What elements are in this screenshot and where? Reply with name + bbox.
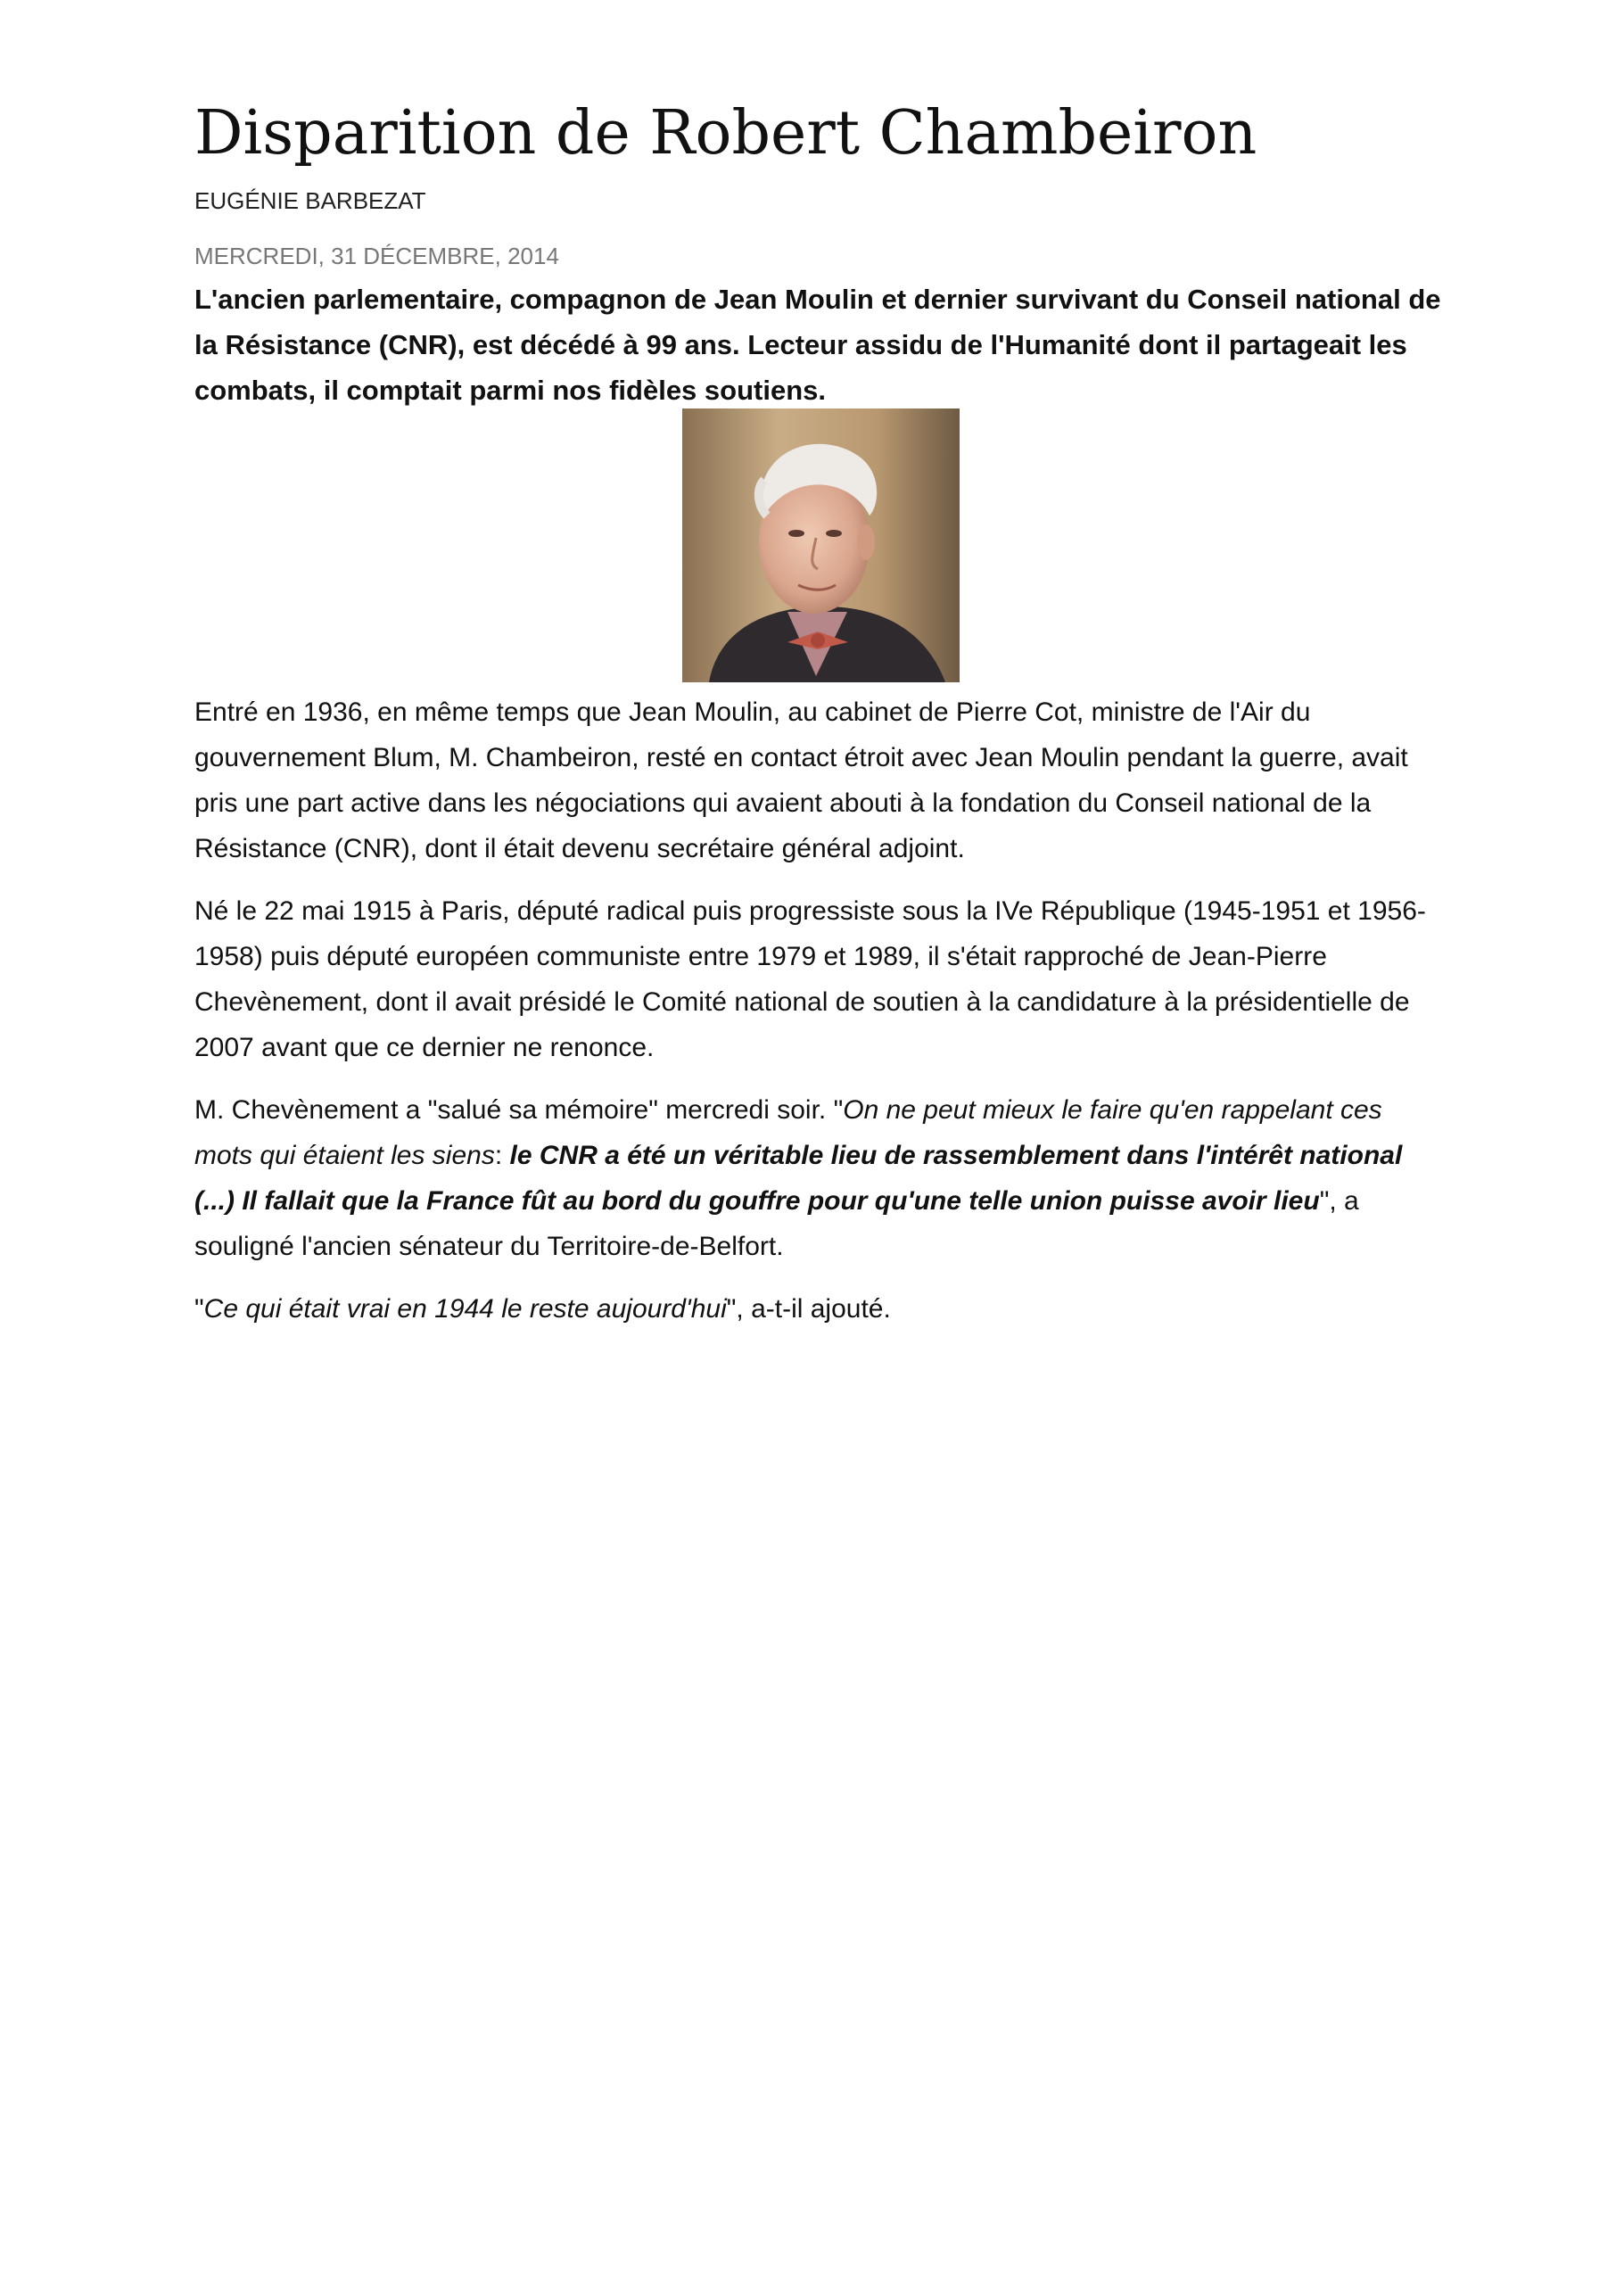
paragraph-quote (194, 1087, 1443, 1269)
quote-italic: Ce qui était vrai en 1944 le reste aujourd'hui (203, 1294, 727, 1324)
text-span: " (194, 1294, 204, 1324)
article-date: MERCREDI, 31 DÉCEMBRE, 2014 (194, 243, 559, 269)
paragraph: Entré en 1936, en même temps que Jean Moulin, au cabinet de Pierre Cot, ministre de l'Air du gouvernement Blum, M. Chambeiron, resté en contact étroit avec Jean Moulin pendant la guerre, avait pris une part active dans les négociations qui avaient abouti à la fondation du Conseil national de la Résistance (CNR), dont il était devenu secrétaire général adjoint. (194, 697, 1408, 863)
quote-italic: On ne peut mieux le faire qu'en rappelant ces mots qui étaient les siens (194, 1095, 1382, 1170)
text-span: ", a souligné l'ancien sénateur du Territoire-de-Belfort. (194, 1186, 1359, 1261)
article-author: EUGÉNIE BARBEZAT (194, 187, 426, 214)
text-span: ", a-t-il ajouté. (726, 1294, 891, 1324)
text-span: M. Chevènement a "salué sa mémoire" mercredi soir. " (194, 1095, 844, 1125)
portrait-photo (682, 408, 960, 682)
text-span: : (494, 1141, 510, 1170)
article-lead: L'ancien parlementaire, compagnon de Jean Moulin et dernier survivant du Conseil national de la Résistance (CNR), est décédé à 99 ans. Lecteur assidu de l'Humanité dont il partageait les combats, il comptait parmi nos fidèles soutiens. (194, 284, 1441, 406)
article-title: Disparition de Robert Chambeiron (194, 98, 1257, 169)
paragraph-quote (194, 1286, 1443, 1332)
article-body (194, 689, 1443, 1349)
quote-bold-italic-text: le CNR a été un véritable lieu de rassemblement dans l'intérêt national (...) Il fallait que la France fût au bord du gouffre pour qu'une telle union puisse avoir lieu (194, 1141, 1403, 1216)
paragraph: Né le 22 mai 1915 à Paris, député radical puis progressiste sous la IVe République (1945-1951 et 1956-1958) puis député européen communiste entre 1979 et 1989, il s'était rapproché de Jean-Pierre Chevènement, dont il avait présidé le Comité national de soutien à la candidature à la présidentielle de 2007 avant que ce dernier ne renonce. (194, 896, 1426, 1062)
